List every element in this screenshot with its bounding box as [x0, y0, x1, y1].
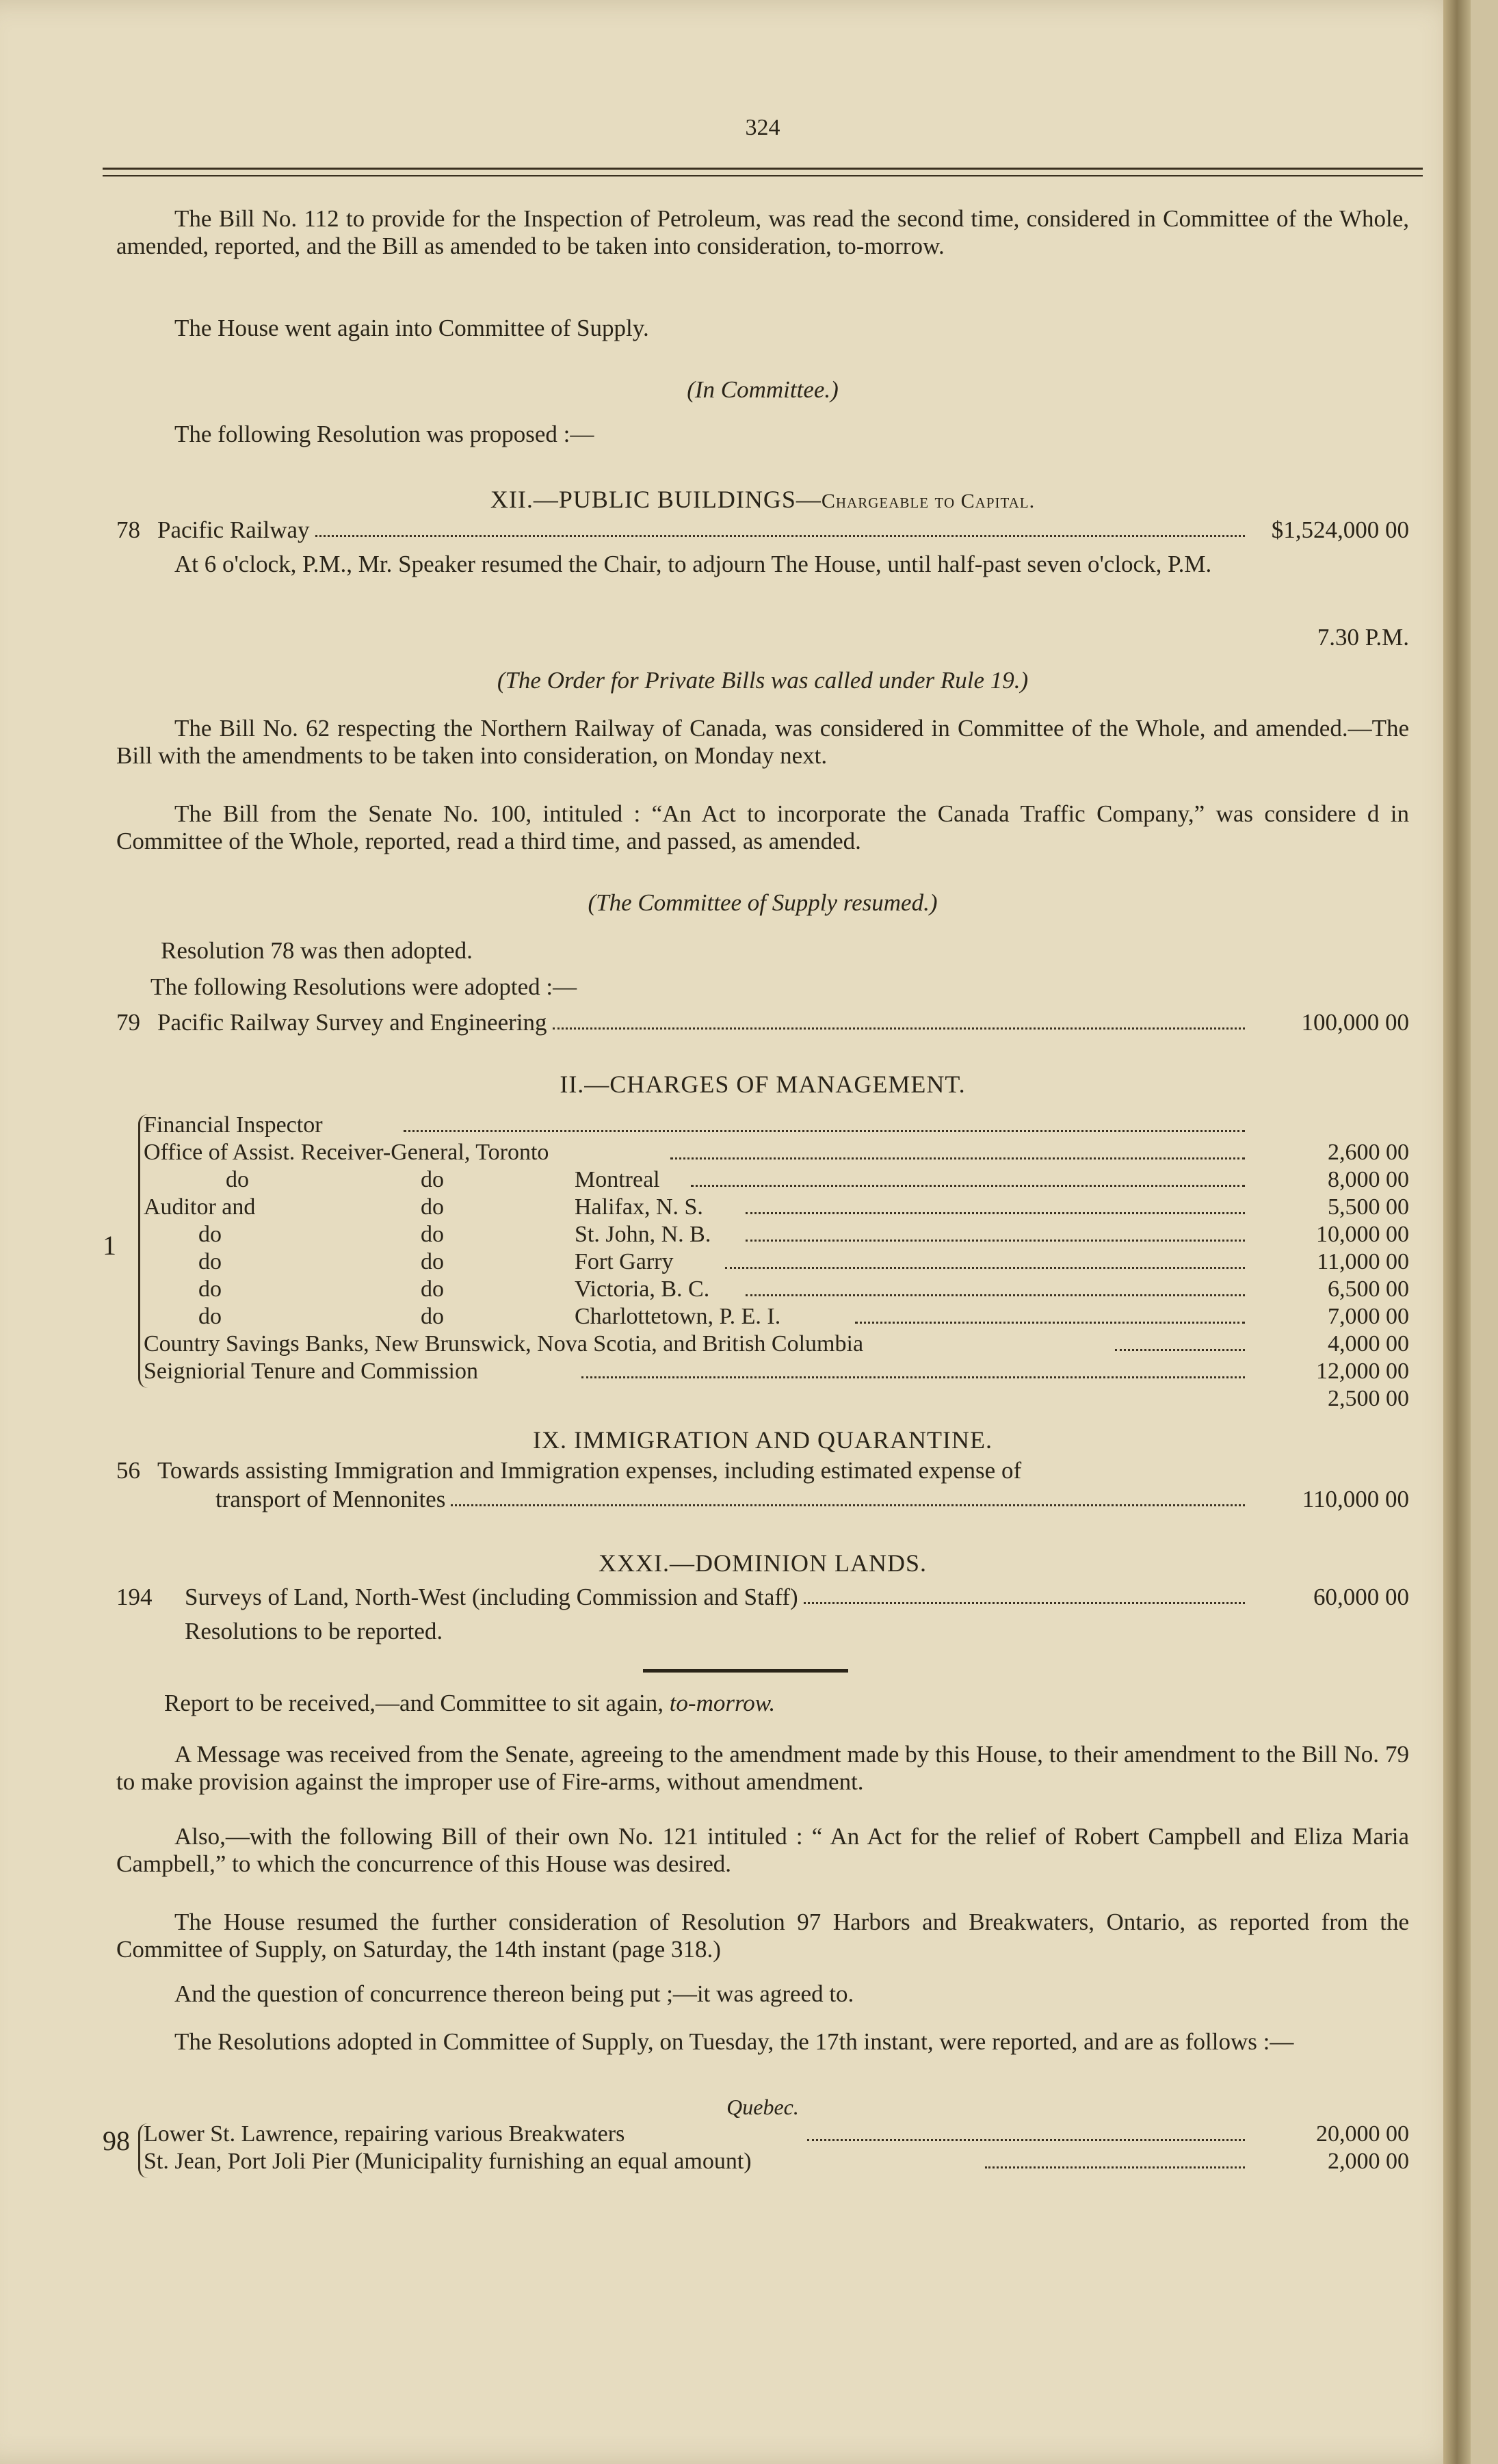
- page-number: 324: [745, 115, 780, 140]
- table-row: Seigniorial Tenure and Commission 12,000 00: [144, 1359, 1409, 1384]
- paragraph-message-senate: A Message was received from the Senate, agreeing to the amendment made by this House, to their amendment to the Bill No. 79 to make provision against the improper use of Fire-arms, without amendment.: [116, 1741, 1409, 1795]
- management-table: [103, 1112, 1423, 1413]
- table-row: Auditor and do Halifax, N. S. 5,500 00: [144, 1194, 1409, 1220]
- header-rule: [103, 168, 1423, 170]
- table-row: Lower St. Lawrence, repairing various Breakwaters 20,000 00: [144, 2121, 1409, 2147]
- entry-56: 56 Towards assisting Immigration and Immigration expenses, including estimated expense of: [116, 1457, 1022, 1484]
- paragraph-resolution-97: The House resumed the further consideration of Resolution 97 Harbors and Breakwaters, Ontario, as reported from the Committee of Supply, on Saturday, the 14th instant (page 318.): [116, 1909, 1409, 1963]
- in-committee-note: (In Committee.): [687, 376, 839, 403]
- table-row: Financial Inspector: [144, 1112, 1409, 1139]
- resolution-78-adopted: Resolution 78 was then adopted.: [161, 937, 473, 964]
- heading-immigration: IX. IMMIGRATION AND QUARANTINE.: [533, 1426, 993, 1454]
- book-spine: [1443, 0, 1471, 2464]
- paragraph-bill-121: Also,—with the following Bill of their own No. 121 intituled : “ An Act for the relief of Robert Campbell and Eliza Maria Campbell,” to which the concurrence of this House was desired.: [116, 1823, 1409, 1877]
- heading-dominion-lands: XXXI.—DOMINION LANDS.: [599, 1549, 927, 1577]
- heading-public-buildings: XII.—PUBLIC BUILDINGS—Chargeable to Capital.: [490, 486, 1036, 513]
- table-row: do do Montreal 8,000 00: [226, 1167, 1409, 1192]
- entry-56-continued: transport of Mennonites 110,000 00: [215, 1486, 1409, 1512]
- resolutions-reported: Resolutions to be reported.: [185, 1618, 443, 1644]
- paragraph-senate-100: The Bill from the Senate No. 100, intituled : “An Act to incorporate the Canada Traffic Company,” was considere d in Committee of the Whole, reported, read a third time, and passed, as amended.: [116, 800, 1409, 854]
- header-rule-thin: [103, 175, 1423, 176]
- brace-label: 1: [103, 1230, 116, 1261]
- paragraph-bill-62: The Bill No. 62 respecting the Northern Railway of Canada, was considered in Committee of the Whole, and amended.—The Bill with the amendments to be taken into consideration, on Monday next.: [116, 715, 1409, 769]
- table-row: St. Jean, Port Joli Pier (Municipality furnishing an equal amount) 2,000 00: [144, 2149, 1409, 2174]
- report-received: Report to be received,—and Committee to sit again, to-morrow.: [164, 1690, 776, 1716]
- table-row: Country Savings Banks, New Brunswick, Nova Scotia, and British Columbia 4,000 00: [144, 1331, 1409, 1356]
- paragraph-concurrence: And the question of concurrence thereon being put ;—it was agreed to.: [174, 1980, 854, 2007]
- paragraph-committee-supply: The House went again into Committee of Supply.: [174, 315, 649, 341]
- heading-charges-management: II.—CHARGES OF MANAGEMENT.: [560, 1071, 966, 1098]
- entry-78: 78 Pacific Railway $1,524,000 00: [116, 516, 1409, 543]
- paragraph-resolutions-adopted: The Resolutions adopted in Committee of Supply, on Tuesday, the 17th instant, were reported, and are as follows :—: [174, 2028, 1294, 2055]
- table-row: 2,500 00: [1328, 1386, 1409, 1411]
- entry-194: 194 Surveys of Land, North-West (including Commission and Staff) 60,000 00: [116, 1584, 1409, 1610]
- resolution-98-label: 98: [103, 2125, 130, 2156]
- table-row: do do St. John, N. B. 10,000 00: [198, 1222, 1409, 1247]
- paragraph-resolution-proposed: The following Resolution was proposed :—: [174, 421, 594, 447]
- section-divider: [643, 1669, 848, 1673]
- entry-79: 79 Pacific Railway Survey and Engineering 100,000 00: [116, 1009, 1409, 1036]
- table-row: do do Fort Garry 11,000 00: [198, 1249, 1409, 1274]
- following-resolutions: The following Resolutions were adopted :—: [150, 973, 577, 1000]
- order-private-bills: (The Order for Private Bills was called under Rule 19.): [497, 667, 1029, 694]
- paragraph-six-oclock: At 6 o'clock, P.M., Mr. Speaker resumed the Chair, to adjourn The House, until half-past seven o'clock, P.M.: [174, 551, 1212, 577]
- table-row: do do Victoria, B. C. 6,500 00: [198, 1276, 1409, 1302]
- committee-resumed: (The Committee of Supply resumed.): [588, 889, 938, 916]
- quebec-table: [103, 2121, 1423, 2182]
- paragraph-bill-112: The Bill No. 112 to provide for the Inspection of Petroleum, was read the second time, considered in Committee of the Whole, amended, reported, and the Bill as amended to be taken into consideration, to-morrow.: [116, 205, 1409, 259]
- table-row: Office of Assist. Receiver-General, Toronto 2,600 00: [144, 1140, 1409, 1165]
- time-730: 7.30 P.M.: [1317, 624, 1409, 651]
- province-quebec: Quebec.: [726, 2095, 799, 2119]
- table-row: do do Charlottetown, P. E. I. 7,000 00: [198, 1304, 1409, 1329]
